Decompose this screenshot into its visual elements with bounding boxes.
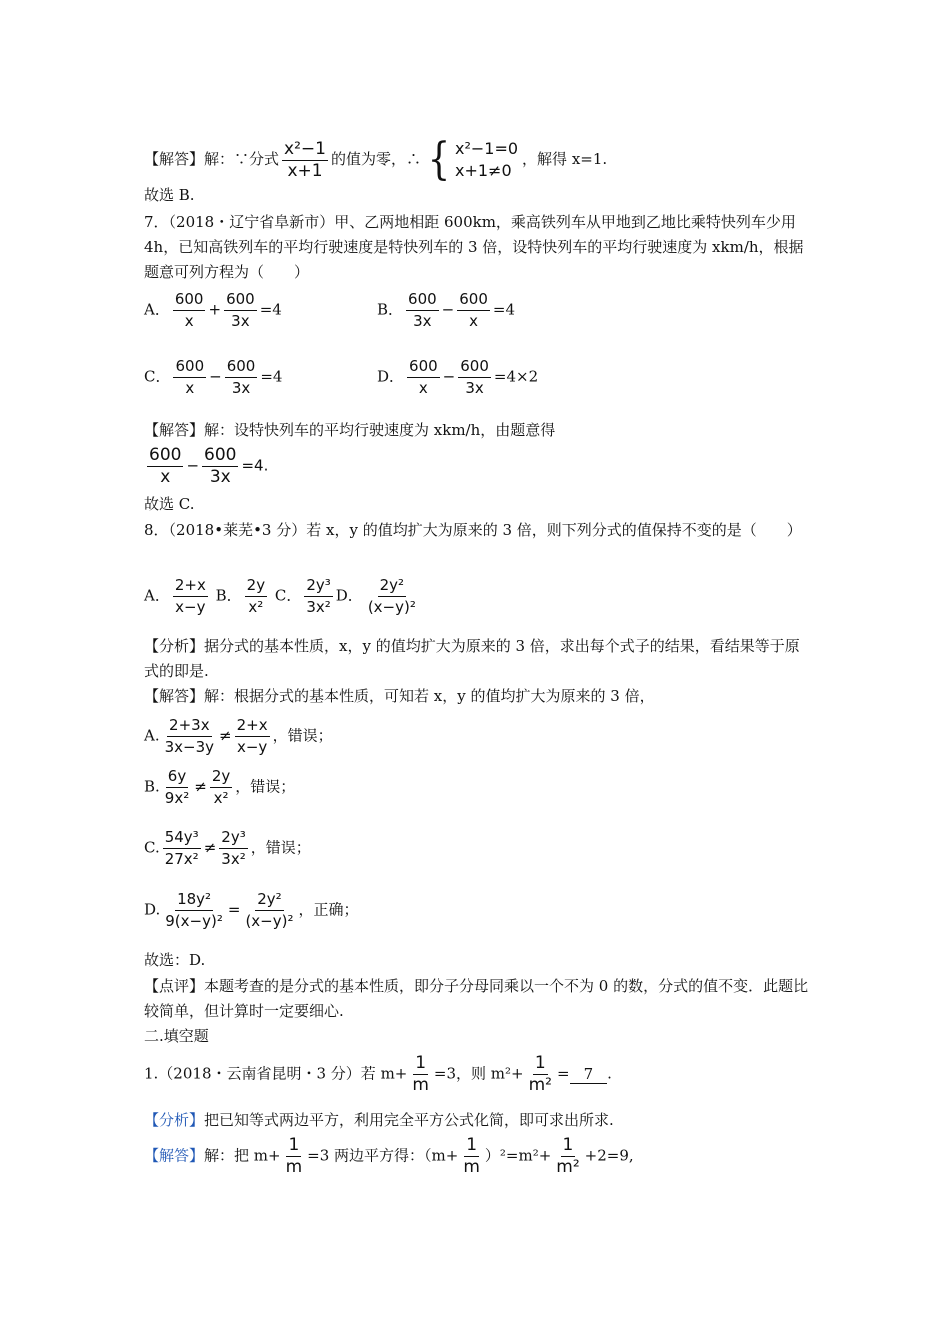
q8-question: 8．（2018•莱芜•3 分）若 x，y 的值均扩大为原来的 3 倍，则下列分式的值保持不变的是（ ）: [144, 521, 802, 539]
solution-tag: 【解答】: [144, 150, 205, 168]
f1-question: 1.（2018・云南省昆明・3 分）若 m+ $\frac{1}{m}$ =3，则 m²+ $\frac{1}{\text{m²}}$ = 7 .: [144, 1053, 612, 1095]
q8-line-d: D. $\frac{\text{18y²}}{\text{9(x−y)²}}$ = $\frac{\text{2y²}}{\text{(x−y)²}}$ ，正确；: [144, 890, 359, 930]
q8-solution: 【解答】解：根据分式的基本性质，可知若 x，y 的值均扩大为原来的 3 倍，: [144, 687, 655, 705]
q8-line-a: A. $\frac{2+3x}{3x-3y}$ ≠ $\frac{2+x}{x-y}$ ，错误；: [144, 716, 333, 756]
q7-option-b: B． $\frac{600}{3x}$ − $\frac{600}{x}$ =4: [377, 290, 516, 330]
fraction: $\frac{\text{x²−1}}{x+1}$: [284, 138, 326, 181]
q6-choice: 故选 B.: [144, 186, 195, 204]
q7-solution: 【解答】解：设特快列车的平均行驶速度为 xkm/h，由题意得: [144, 421, 556, 439]
q7-option-d: D． $\frac{600}{x}$ − $\frac{600}{3x}$ =4×2: [377, 357, 539, 397]
answer-blank: 7: [570, 1065, 608, 1084]
q7-equation: $\frac{600}{x}$ − $\frac{600}{3x}$ =4.: [149, 445, 269, 487]
q7-choice: 故选 C.: [144, 495, 195, 513]
section-fill-in-title: 二.填空题: [144, 1027, 209, 1045]
q8-line-b: B. $\frac{6y}{\text{9x²}}$ ≠ $\frac{2y}{\text{x²}}$ ，错误；: [144, 767, 296, 807]
q6-solution: 【解答】解：∵分式 $\frac{\text{x²−1}}{x+1}$ 的值为零，∴ { x²−1=0 x+1≠0 ，解得 x=1.: [144, 134, 608, 185]
q7-option-a: A． $\frac{600}{x}$ + $\frac{600}{3x}$ =4: [144, 290, 282, 330]
f1-analysis: 【分析】把已知等式两边平方，利用完全平方公式化简，即可求出所求.: [144, 1111, 614, 1129]
equation-system: { x²−1=0 x+1≠0: [427, 134, 519, 185]
q8-choice: 故选：D.: [144, 951, 206, 969]
f1-solution: 【解答】解：把 m+ $\frac{1}{m}$ =3 两边平方得：（m+ $\frac{1}{m}$ ）²=m²+ $\frac{1}{\text{m²}}$ +2=9,: [144, 1135, 634, 1177]
q8-options: A． $\frac{2+x}{x-y}$ B． $\frac{2y}{\text{x²}}$ C． $\frac{\text{2y³}}{\text{3x²}}$ D． $\frac{\text{2y²}}{\text{(x−y)²}}$: [144, 576, 416, 616]
q8-analysis: 【分析】据分式的基本性质，x，y 的值均扩大为原来的 3 倍，求出每个式子的结果，看结果等于原式的即是.: [144, 637, 800, 680]
q8-review: 【点评】本题考查的是分式的基本性质，即分子分母同乘以一个不为 0 的数，分式的值不变．此题比较简单，但计算时一定要细心.: [144, 977, 809, 1020]
q7-question: 7．（2018・辽宁省阜新市）甲、乙两地相距 600km，乘高铁列车从甲地到乙地比乘特快列车少用 4h，已知高铁列车的平均行驶速度是特快列车的 3 倍，设特快列车的平均行驶速度为 xkm/h，根据题意可列方程为（ ）: [144, 213, 804, 281]
q7-option-c: C． $\frac{600}{x}$ − $\frac{600}{3x}$ =4: [144, 357, 283, 397]
q8-line-c: C. $\frac{\text{54y³}}{\text{27x²}}$ ≠ $\frac{\text{2y³}}{\text{3x²}}$ ，错误；: [144, 828, 311, 868]
